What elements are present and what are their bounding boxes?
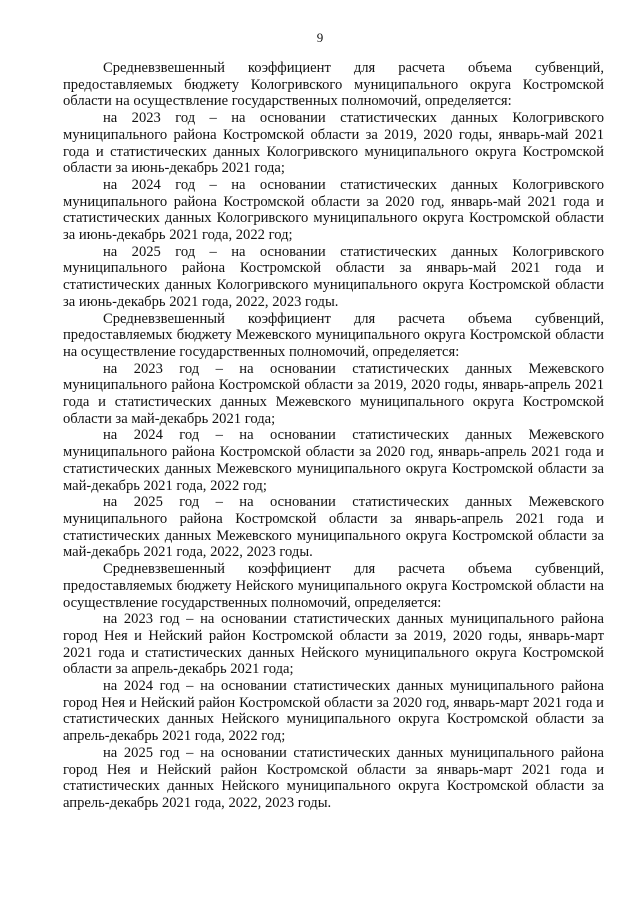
- paragraph-neya-2023: на 2023 год – на основании статистических данных муниципального района город Нея и Нейский район Костромской области за 2019, 2020 годы, январь-март 2021 года и статистических данных Нейского муниципального округа Костромской области за апрель-декабрь 2021 года;: [63, 611, 604, 678]
- paragraph-kologriv-intro: Средневзвешенный коэффициент для расчета объема субвенций, предоставляемых бюджету Кологривского муниципального округа Костромской области на осуществление государственных полномочий, определяется:: [63, 60, 604, 110]
- paragraph-neya-2025: на 2025 год – на основании статистических данных муниципального района город Нея и Нейский район Костромской области за январь-март 2021 года и статистических данных Нейского муниципального округа Костромской области за апрель-декабрь 2021 года, 2022, 2023 годы.: [63, 744, 604, 811]
- paragraph-mezha-2024: на 2024 год – на основании статистических данных Межевского муниципального района Костромской области за 2020 год, январь-апрель 2021 года и статистических данных Межевского муниципального округа Костромской области за май-декабрь 2021 года, 2022 год;: [63, 427, 604, 494]
- document-body: [63, 60, 604, 812]
- paragraph-mezha-intro: Средневзвешенный коэффициент для расчета объема субвенций, предоставляемых бюджету Межевского муниципального округа Костромской области на осуществление государственных полномочий, определяется:: [63, 310, 604, 360]
- page-number: 9: [316, 30, 324, 45]
- paragraph-kologriv-2023: на 2023 год – на основании статистических данных Кологривского муниципального района Костромской области за 2019, 2020 годы, январь-май 2021 года и статистических данных Кологривского муниципального округа Костромской области за июнь-декабрь 2021 года;: [63, 110, 604, 177]
- paragraph-neya-2024: на 2024 год – на основании статистических данных муниципального района город Нея и Нейский район Костромской области за 2020 год, январь-март 2021 года и статистических данных Нейского муниципального округа Костромской области за апрель-декабрь 2021 года, 2022 год;: [63, 678, 604, 745]
- paragraph-kologriv-2024: на 2024 год – на основании статистических данных Кологривского муниципального района Костромской области за 2020 год, январь-май 2021 года и статистических данных Кологривского муниципального округа Костромской области за июнь-декабрь 2021 года, 2022 год;: [63, 176, 604, 244]
- paragraph-mezha-2023: на 2023 год – на основании статистических данных Межевского муниципального района Костромской области за 2019, 2020 годы, январь-апрель 2021 года и статистических данных Межевского муниципального округа Костромской области за май-декабрь 2021 года;: [63, 360, 604, 427]
- paragraph-neya-intro: Средневзвешенный коэффициент для расчета объема субвенций, предоставляемых бюджету Нейского муниципального округа Костромской области на осуществление государственных полномочий, определяется:: [63, 561, 604, 611]
- paragraph-mezha-2025: на 2025 год – на основании статистических данных Межевского муниципального района Костромской области за январь-апрель 2021 года и статистических данных Межевского муниципального округа Костромской области за май-декабрь 2021 года, 2022, 2023 годы.: [63, 494, 604, 561]
- paragraph-kologriv-2025: на 2025 год – на основании статистических данных Кологривского муниципального района Костромской области за январь-май 2021 года и статистических данных Кологривского муниципального округа Костромской области за июнь-декабрь 2021 года, 2022, 2023 годы.: [63, 243, 604, 310]
